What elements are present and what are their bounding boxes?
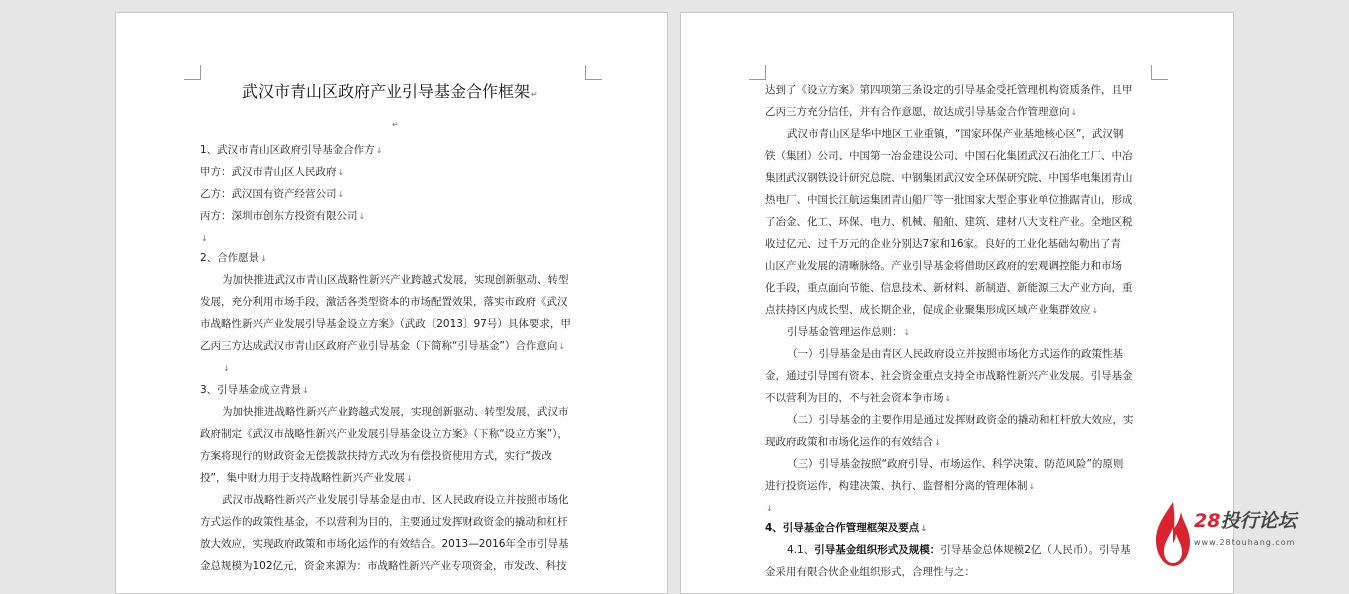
section-heading[interactable]: 2、合作愿景↓: [200, 252, 267, 264]
paragraph-line[interactable]: 金，通过引导国有资本、社会资金重点支持全市战略性新兴产业发展。引导基金: [765, 370, 1133, 382]
paragraph-line[interactable]: 山区产业发展的清晰脉络。产业引导基金将借助区政府的宏观调控能力和市场: [765, 260, 1122, 272]
paragraph-line[interactable]: 方式运作的政策性基金，不以营利为目的，主要通过发挥财政资金的撬动和杠杆: [200, 516, 568, 528]
paragraph-line[interactable]: 集团武汉钢铁设计研究总院、中钢集团武汉安全环保研究院、中国华电集团青山: [765, 172, 1133, 184]
paragraph-line[interactable]: （二）引导基金的主要作用是通过发挥财政资金的撬动和杠杆放大效应，实: [787, 414, 1134, 426]
paragraph-line[interactable]: 了冶金、化工、环保、电力、机械、船舶、建筑、建材八大支柱产业。全地区税: [765, 216, 1133, 228]
margin-corner-top-right: [585, 65, 602, 80]
blank-line[interactable]: ↵: [392, 120, 399, 129]
paragraph-line[interactable]: 放大效应，实现政府政策和市场化运作的有效结合。2013—2016年全市引导基: [200, 538, 569, 550]
paragraph-line[interactable]: 方案将现行的财政资金无偿拨款扶持方式改为有偿投资使用方式，实行“拨改: [200, 450, 552, 462]
margin-corner-top-left: [749, 65, 766, 80]
paragraph-line[interactable]: 进行投资运作，构建决策、执行、监督相分离的管理体制↓: [765, 480, 1036, 492]
paragraph-line[interactable]: 市战略性新兴产业发展引导基金设立方案》（武政〔2013〕97号）具体要求，甲: [200, 318, 571, 330]
paragraph-line[interactable]: 收过亿元、过千万元的企业分别达7家和16家。良好的工业化基础勾勒出了青: [765, 238, 1122, 250]
blank-line[interactable]: ↓: [201, 234, 208, 243]
paragraph-line[interactable]: 乙丙三方达成武汉市青山区政府产业引导基金（下简称“引导基金”）合作意向↓: [200, 340, 566, 352]
paragraph-line[interactable]: 武汉市战略性新兴产业发展引导基金是由市、区人民政府设立并按照市场化: [222, 494, 569, 506]
paragraph-line[interactable]: 现政府政策和市场化运作的有效结合↓: [765, 436, 941, 448]
document-page-left: [115, 12, 668, 594]
paragraph-line[interactable]: 武汉市青山区是华中地区工业重镇，“国家环保产业基地核心区”，武汉钢: [787, 128, 1124, 140]
subsection-line[interactable]: 4.1、引导基金组织形式及规模：引导基金总体规模2亿（人民币）。引导基: [787, 544, 1131, 556]
paragraph-line[interactable]: 政府制定《武汉市战略性新兴产业发展引导基金设立方案》（下称“设立方案”），: [200, 428, 568, 440]
section-heading[interactable]: 3、引导基金成立背景↓: [200, 384, 309, 396]
margin-corner-top-left: [184, 65, 201, 80]
flame-logo-icon: [1154, 498, 1192, 568]
subsection-heading: 引导基金组织形式及规模：: [814, 544, 941, 556]
paragraph-line[interactable]: 引导基金管理运作总则：↓: [787, 326, 911, 338]
paragraph-line[interactable]: 达到了《设立方案》第四项第三条设定的引导基金受托管理机构资质条件，且甲: [765, 84, 1133, 96]
paragraph-line[interactable]: 乙方：武汉国有资产经营公司↓: [200, 188, 345, 200]
paragraph-line[interactable]: 为加快推进战略性新兴产业跨越式发展，实现创新驱动、转型发展，武汉市: [222, 406, 569, 418]
paragraph-line[interactable]: 热电厂、中国长江航运集团青山船厂等一批国家大型企事业单位推踞青山，形成: [765, 194, 1133, 206]
blank-line[interactable]: ↓: [766, 504, 773, 513]
watermark-title: 28投行论坛: [1194, 510, 1297, 532]
document-title[interactable]: 武汉市青山区政府产业引导基金合作框架↵: [242, 82, 538, 101]
paragraph-line[interactable]: 为加快推进武汉市青山区战略性新兴产业跨越式发展，实现创新驱动、转型: [222, 274, 569, 286]
section-heading[interactable]: 4、引导基金合作管理框架及要点↓: [765, 522, 928, 534]
paragraph-line[interactable]: 点扶持区内成长型、成长期企业，促成企业聚集形成区域产业集群效应↓: [765, 304, 1099, 316]
paragraph-line[interactable]: 发展，充分利用市场手段，激活各类型资本的市场配置效果，落实市政府《武汉: [200, 296, 568, 308]
paragraph-line[interactable]: 投”，集中财力用于支持战略性新兴产业发展↓: [200, 472, 413, 484]
paragraph-line[interactable]: 铁（集团）公司、中国第一冶金建设公司、中国石化集团武汉石油化工厂、中冶: [765, 150, 1133, 162]
blank-line[interactable]: ↓: [223, 364, 230, 373]
paragraph-line[interactable]: 化手段，重点面向节能、信息技术、新材料、新制造、新能源三大产业方向，重: [765, 282, 1133, 294]
paragraph-line[interactable]: （三）引导基金按照“政府引导、市场运作、科学决策、防范风险”的原则: [787, 458, 1124, 470]
site-watermark: [1148, 496, 1348, 571]
paragraph-line[interactable]: 丙方：深圳市创东方投资有限公司↓: [200, 210, 366, 222]
paragraph-line[interactable]: 乙丙三方充分信任，并有合作意愿，故达成引导基金合作管理意向↓: [765, 106, 1078, 118]
paragraph-line[interactable]: 金采用有限合伙企业组织形式，合理性与之：: [765, 566, 975, 578]
paragraph-line[interactable]: （一）引导基金是由青区人民政府设立并按照市场化方式运作的政策性基: [787, 348, 1123, 360]
paragraph-line[interactable]: 甲方：武汉市青山区人民政府↓: [200, 166, 345, 178]
watermark-url: www.28touhang.com: [1194, 538, 1296, 547]
paragraph-line[interactable]: 金总规模为102亿元，资金来源为：市战略性新兴产业专项资金，市发改、科技: [200, 560, 567, 572]
paragraph-line[interactable]: 1、武汉市青山区政府引导基金合作方↓: [200, 144, 383, 156]
margin-corner-top-right: [1151, 65, 1168, 80]
paragraph-line[interactable]: 不以营利为目的，不与社会资本争市场↓: [765, 392, 952, 404]
